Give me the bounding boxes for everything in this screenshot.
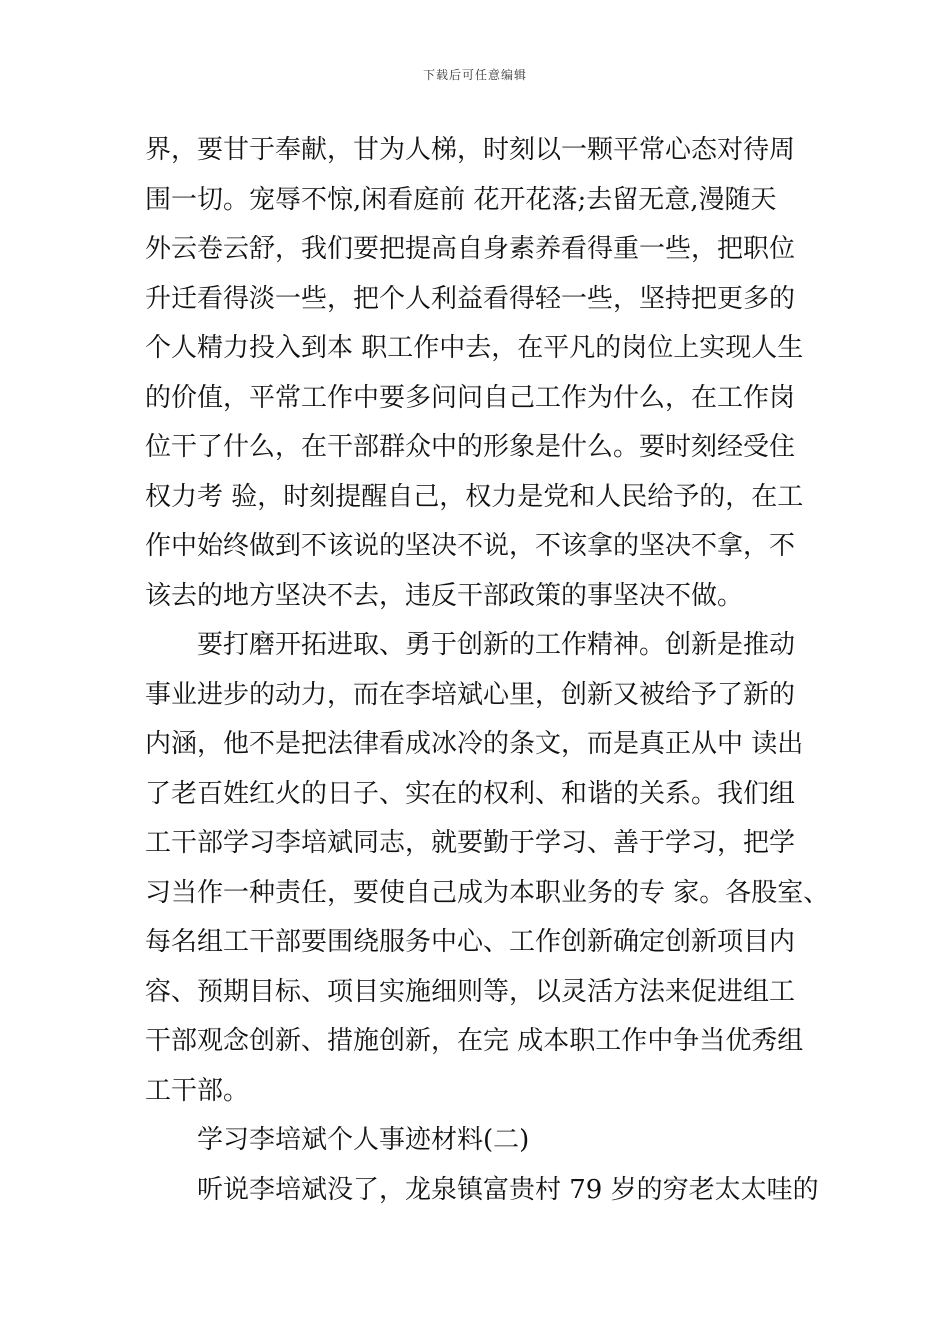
text-line: 的价值，平常工作中要多问问自己工作为什么，在工作岗 xyxy=(145,382,796,413)
text-line: 事业进步的动力，而在李培斌心里，创新又被给予了新的 xyxy=(145,679,796,710)
text-line: 外云卷云舒，我们要把提高自身素养看得重一些，把职位 xyxy=(145,234,796,264)
page-header: 下载后可任意编辑 xyxy=(422,68,527,82)
text-line: 位干了什么，在干部群众中的形象是什么。要时刻经受住 xyxy=(145,432,796,462)
text-line: 界，要甘于奉献，甘为人梯，时刻以一颗平常心态对待周 xyxy=(145,135,796,165)
text-line: 习当作一种责任，要使自己成为本职业务的专 家。各股室、 xyxy=(145,877,830,908)
text-line: 每名组工干部要围绕服务中心、工作创新确定创新项目内 xyxy=(145,927,796,957)
document-body xyxy=(145,126,830,1215)
text-line: 围一切。宠辱不惊,闲看庭前 花开花落;去留无意,漫随天 xyxy=(145,184,777,215)
text-line: 个人精力投入到本 职工作中去，在平凡的岗位上实现人生 xyxy=(145,333,804,363)
text-line: 内涵，他不是把法律看成冰冷的条文，而是真正从中 读出 xyxy=(145,729,804,759)
text-line: 权力考 验，时刻提醒自己，权力是党和人民给予的，在工 xyxy=(145,481,804,512)
text-line: 作中始终做到不该说的坚决不说，不该拿的坚决不拿，不 xyxy=(145,531,796,561)
text-line: 该去的地方坚决不去，违反干部政策的事坚决不做。 xyxy=(145,580,744,611)
section-heading: 学习李培斌个人事迹材料(二) xyxy=(197,1125,530,1155)
text-line: 工干部学习李培斌同志，就要勤于学习、善于学习，把学 xyxy=(145,828,796,858)
text-line: 工干部。 xyxy=(145,1075,250,1106)
text-line: 了老百姓红火的日子、实在的权利、和谐的关系。我们组 xyxy=(145,778,796,809)
paragraph-first-line: 听说李培斌没了，龙泉镇富贵村 79 岁的穷老太太哇的 xyxy=(197,1174,819,1205)
text-line: 干部观念创新、措施创新，在完 成本职工作中争当优秀组 xyxy=(145,1026,804,1056)
paragraph-first-line: 要打磨开拓进取、勇于创新的工作精神。创新是推动 xyxy=(197,630,796,660)
text-line: 容、预期目标、项目实施细则等，以灵活方法来促进组工 xyxy=(145,976,796,1007)
text-line: 升迁看得淡一些，把个人利益看得轻一些，坚持把更多的 xyxy=(145,283,796,314)
